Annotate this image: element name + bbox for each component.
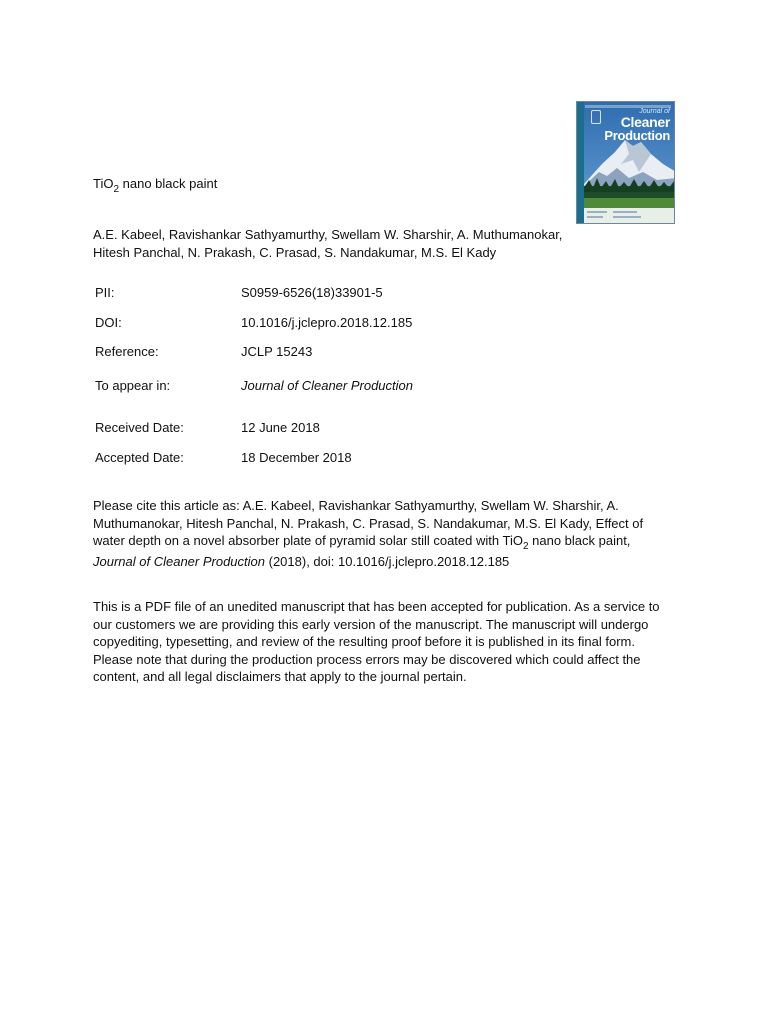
pii-label: PII: bbox=[95, 285, 115, 300]
citation-subscript: 2 bbox=[522, 541, 529, 552]
pii-value: S0959-6526(18)33901-5 bbox=[241, 285, 383, 300]
notice-line-4: Please note that during the production process errors may be discovered which could affect the bbox=[93, 651, 641, 667]
citation-line-2: Muthumanokar, Hitesh Panchal, N. Prakash, C. Prasad, S. Nandakumar, M.S. El Kady, Effect of bbox=[93, 515, 644, 531]
notice-line-1: This is a PDF file of an unedited manuscript that has been accepted for publication. As a service to bbox=[93, 599, 660, 614]
journal-cover bbox=[576, 101, 675, 224]
notice-line-2: our customers we are providing this early version of the manuscript. The manuscript will undergo bbox=[93, 616, 649, 632]
citation-line-3 bbox=[93, 532, 668, 550]
title-suffix: nano black paint bbox=[119, 176, 218, 191]
doi-label: DOI: bbox=[95, 315, 122, 330]
citation-block bbox=[93, 497, 668, 550]
cover-journal-of: Journal of bbox=[639, 108, 670, 115]
citation-line-1: Please cite this article as: A.E. Kabeel, Ravishankar Sathyamurthy, Swellam W. Sharshir, A. bbox=[93, 498, 619, 513]
article-title bbox=[93, 176, 218, 195]
appear-in-label: To appear in: bbox=[95, 378, 171, 393]
cover-journal-name-line2: Production bbox=[604, 128, 670, 143]
cover-journal-name-line1: Cleaner bbox=[620, 114, 670, 130]
citation-line-3-prefix: water depth on a novel absorber plate of pyramid solar still coated with TiO bbox=[93, 533, 523, 548]
accepted-date-value: 18 December 2018 bbox=[241, 450, 352, 465]
citation-journal-line bbox=[93, 554, 509, 569]
citation-journal: Journal of Cleaner Production bbox=[93, 554, 265, 569]
authors-line-1: A.E. Kabeel, Ravishankar Sathyamurthy, Swellam W. Sharshir, A. Muthumanokar, bbox=[93, 227, 563, 242]
received-date-value: 12 June 2018 bbox=[241, 420, 320, 435]
publisher-logo-icon bbox=[591, 110, 601, 124]
notice-line-5: content, and all legal disclaimers that apply to the journal pertain. bbox=[93, 669, 467, 685]
title-prefix: TiO bbox=[93, 176, 114, 191]
authors-line-2: Hitesh Panchal, N. Prakash, C. Prasad, S. Nandakumar, M.S. El Kady bbox=[93, 244, 497, 260]
appear-in-value: Journal of Cleaner Production bbox=[241, 378, 413, 393]
reference-label: Reference: bbox=[95, 344, 159, 359]
manuscript-notice bbox=[93, 598, 671, 686]
accepted-date-label: Accepted Date: bbox=[95, 450, 184, 465]
citation-line-3-suffix: nano black paint, bbox=[528, 533, 631, 548]
doi-value[interactable]: 10.1016/j.jclepro.2018.12.185 bbox=[241, 315, 413, 330]
notice-line-3: copyediting, typesetting, and review of the resulting proof before it is published in its final form. bbox=[93, 634, 635, 650]
author-list bbox=[93, 226, 613, 261]
cover-side-strip bbox=[577, 102, 584, 223]
citation-doi: (2018), doi: 10.1016/j.jclepro.2018.12.185 bbox=[265, 554, 510, 569]
reference-value: JCLP 15243 bbox=[241, 344, 313, 359]
received-date-label: Received Date: bbox=[95, 420, 184, 435]
title-subscript: 2 bbox=[113, 184, 120, 195]
